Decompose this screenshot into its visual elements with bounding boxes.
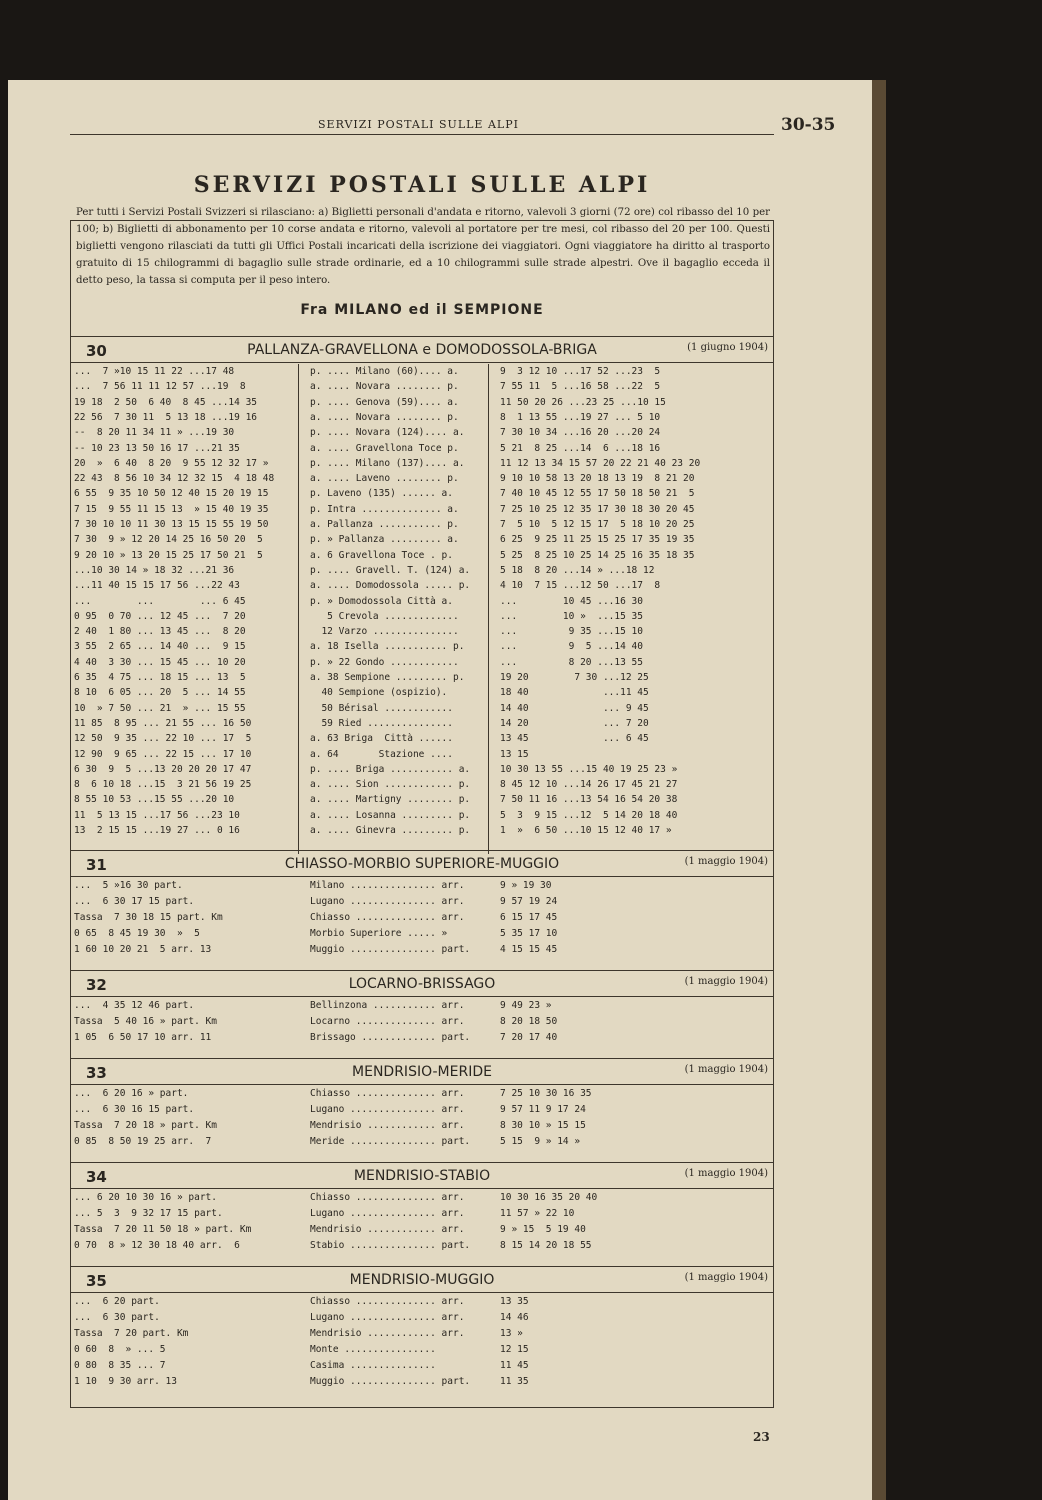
section-header [70,976,774,996]
station: Mendrisio ............ arr. [310,1224,465,1236]
times-left: 19 18 2 50 6 40 8 45 ...14 35 [74,396,258,408]
station: Mendrisio ............ arr. [310,1328,465,1340]
section-header-rule [70,1084,774,1085]
section-header [70,1168,774,1188]
times-right: 13 » [500,1328,523,1340]
timetable-row [70,670,774,685]
times-left: ...11 40 15 15 17 56 ...22 43 [74,580,240,592]
times-right: 11 50 20 26 ...23 25 ...10 15 [500,396,666,408]
timetable-row [70,878,774,893]
timetable-row [70,808,774,823]
section-number: 31 [86,856,107,875]
times-left: 12 50 9 35 ... 22 10 ... 17 5 [74,733,252,745]
station: a. 63 Briga Città ...... [310,733,453,745]
times-right: 4 10 7 15 ...12 50 ...17 8 [500,580,661,592]
times-left: 0 60 8 » ... 5 [74,1344,166,1356]
timetable-row [70,395,774,410]
times-right: 9 57 19 24 [500,896,558,908]
times-right: 9 » 19 30 [500,880,552,892]
station: Lugano ............... arr. [310,1312,465,1324]
times-left: ... 7 »10 15 11 22 ...17 48 [74,366,235,377]
times-right: 8 30 10 » 15 15 [500,1120,586,1132]
times-right: ... 8 20 ...13 55 [500,656,643,668]
timetable-row [70,548,774,563]
section-header [70,1272,774,1292]
running-head-title: SERVIZI POSTALI SULLE ALPI [318,118,519,131]
times-right: 12 15 [500,1344,529,1356]
station: Monte ................ [310,1344,436,1356]
timetable-row [70,1118,774,1133]
times-right: ... 10 45 ...16 30 [500,595,643,607]
station: p. .... Genova (59).... a. [310,396,459,408]
times-right: 14 46 [500,1312,529,1324]
times-right: 4 15 15 45 [500,944,558,956]
timetable-row [70,364,774,379]
section-divider [70,1162,774,1163]
section-number: 35 [86,1272,107,1291]
section-divider [70,1266,774,1267]
subtitle: Fra MILANO ed il SEMPIONE [300,302,544,318]
station: Casima ............... [310,1360,436,1372]
times-right: 11 12 13 34 15 57 20 22 21 40 23 20 [500,457,701,469]
main-title: SERVIZI POSTALI SULLE ALPI [193,172,651,198]
station: 5 Crevola ............. [310,610,459,622]
timetable-row [70,655,774,670]
timetable-row [70,425,774,440]
timetable-row [70,441,774,456]
times-left: 4 40 3 30 ... 15 45 ... 10 20 [74,656,246,668]
station: Morbio Superiore ..... » [310,928,448,940]
timetable-row [70,1014,774,1029]
station: p. .... Gravell. T. (124) a. [310,564,471,576]
times-right: 13 45 ... 6 45 [500,733,649,745]
station: p. .... Briga ........... a. [310,763,471,775]
station: a. .... Laveno ........ p. [310,473,459,485]
times-left: ... 6 30 16 15 part. [74,1104,195,1116]
times-right: 13 35 [500,1296,529,1308]
times-left: -- 8 20 11 34 11 » ...19 30 [74,427,235,439]
timetable-row [70,762,774,777]
timetable-row [70,563,774,578]
timetable-row [70,502,774,517]
station: Milano ............... arr. [310,880,465,892]
times-right: ... 10 » ...15 35 [500,610,643,622]
section-header-rule [70,362,774,363]
station: Bellinzona ........... arr. [310,1000,465,1012]
station: a. 18 Isella ........... p. [310,641,465,653]
station: Brissago ............. part. [310,1032,471,1044]
station: p. .... Milano (137).... a. [310,457,465,469]
times-left: 10 » 7 50 ... 21 » ... 15 55 [74,702,246,714]
timetable-row [70,1342,774,1357]
station: a. 38 Sempione ......... p. [310,672,465,683]
section-header [70,856,774,876]
times-right: 5 15 9 » 14 » [500,1136,581,1148]
station: Muggio ............... part. [310,944,471,956]
times-right: 18 40 ...11 45 [500,687,649,699]
station: p. » Pallanza ......... a. [310,534,459,546]
timetable-row [70,624,774,639]
page-content [8,80,872,1500]
station: p. » 22 Gondo ............ [310,656,459,668]
timetable-row [70,517,774,532]
station: Chiasso .............. arr. [310,1192,465,1204]
times-right: 7 55 11 5 ...16 58 ...22 5 [500,381,661,393]
timetable-row [70,471,774,486]
section-divider [70,970,774,971]
station: Lugano ............... arr. [310,1104,465,1116]
station: Stabio ............... part. [310,1240,471,1252]
station: Lugano ............... arr. [310,1208,465,1220]
times-right: 7 40 10 45 12 55 17 50 18 50 21 5 [500,488,695,500]
times-left: 8 6 10 18 ...15 3 21 56 19 25 [74,779,252,791]
section-number: 33 [86,1064,107,1083]
times-left: 0 95 0 70 ... 12 45 ... 7 20 [74,610,246,622]
times-right: 9 » 15 5 19 40 [500,1224,586,1236]
book-spine [872,80,886,1500]
times-right: 6 25 9 25 11 25 15 25 17 35 19 35 [500,534,695,546]
station: 40 Sempione (ospizio). [310,687,448,699]
station: a. .... Losanna ......... p. [310,809,471,821]
station: Lugano ............... arr. [310,896,465,908]
times-left: 12 90 9 65 ... 22 15 ... 17 10 [74,748,252,760]
station: a. 64 Stazione .... [310,748,453,760]
page-number: 23 [753,1430,770,1444]
times-left: 2 40 1 80 ... 13 45 ... 8 20 [74,626,246,638]
timetable-row [70,1030,774,1045]
timetable-row [70,1222,774,1237]
times-left: 20 » 6 40 8 20 9 55 12 32 17 » [74,457,269,469]
times-left: 1 05 6 50 17 10 arr. 11 [74,1032,212,1044]
station: p. Laveno (135) ...... a. [310,488,453,500]
times-right: 7 50 11 16 ...13 54 16 54 20 38 [500,794,678,806]
station: Meride ............... part. [310,1136,471,1148]
times-right: 8 1 13 55 ...19 27 ... 5 10 [500,411,661,423]
times-left: 0 70 8 » 12 30 18 40 arr. 6 [74,1240,240,1252]
timetable-row [70,1134,774,1149]
times-left: 0 80 8 35 ... 7 [74,1360,166,1372]
times-right: 5 3 9 15 ...12 5 14 20 18 40 [500,809,678,821]
times-left: 11 5 13 15 ...17 56 ...23 10 [74,809,240,821]
section-number: 32 [86,976,107,995]
station: 59 Ried ............... [310,717,453,729]
station: a. 6 Gravellona Toce . p. [310,549,453,561]
column-rule-left [298,364,299,854]
times-left: ... 5 3 9 32 17 15 part. [74,1208,223,1220]
station: a. .... Novara ........ p. [310,411,459,423]
section-number: 30 [86,342,107,360]
timetable-row [70,731,774,746]
station: p. .... Milano (60).... a. [310,366,459,377]
timetable-row [70,926,774,941]
times-left: 9 20 10 » 13 20 15 25 17 50 21 5 [74,549,263,561]
section-number: 34 [86,1168,107,1187]
times-left: 8 10 6 05 ... 20 5 ... 14 55 [74,687,246,699]
section-date: (1 maggio 1904) [684,856,768,868]
times-left: Tassa 7 20 part. Km [74,1328,189,1340]
intro-paragraph: Per tutti i Servizi Postali Svizzeri si rilasciano: a) Biglietti personali d'andata e ritorno, valevoli 3 giorni (72 ore) col ribasso del 10 per 100; b) Biglietti di abbonamento per 10 corse andata e ritorno, valevoli al portatore per tre mesi, col ribasso del 20 per 100. Questi biglietti vengono rilasciati da tutti gli Uffici Postali incaricati della iscrizione dei viaggiatori. Ogni viaggiatore ha diritto al trasporto gratuito di 15 chilogrammi di bagaglio sulle strade ordinarie, ed a 10 chilogrammi sulle strade alpestri. Ove il bagaglio ecceda il detto peso, la tassa si computa per il peso intero. [76,207,770,286]
section-header-rule [70,1292,774,1293]
times-left: ... 7 56 11 11 12 57 ...19 8 [74,381,246,393]
times-right: 6 15 17 45 [500,912,558,924]
section-name: MENDRISIO-MERIDE [352,1064,492,1081]
section-divider [70,850,774,851]
times-right: 9 3 12 10 ...17 52 ...23 5 [500,366,661,377]
times-right: 10 30 16 35 20 40 [500,1192,598,1204]
station: Locarno .............. arr. [310,1016,465,1028]
times-left: Tassa 7 30 18 15 part. Km [74,912,223,924]
times-left: ... 6 20 16 » part. [74,1088,189,1100]
times-left: 22 56 7 30 11 5 13 18 ...19 16 [74,411,258,423]
station: Chiasso .............. arr. [310,1296,465,1308]
times-right: 9 57 11 9 17 24 [500,1104,586,1116]
times-right: 14 20 ... 7 20 [500,717,649,729]
timetable-row [70,379,774,394]
station: p. .... Novara (124).... a. [310,427,465,439]
station: a. Pallanza ........... p. [310,519,459,530]
times-left: 8 55 10 53 ...15 55 ...20 10 [74,794,235,806]
times-right: 9 49 23 » [500,1000,552,1012]
times-right: 5 35 17 10 [500,928,558,940]
timetable-row [70,609,774,624]
times-left: Tassa 7 20 11 50 18 » part. Km [74,1224,252,1236]
timetable-row [70,1190,774,1205]
timetable-row [70,777,774,792]
timetable-row [70,942,774,957]
times-right: 7 30 10 34 ...16 20 ...20 24 [500,427,661,439]
timetable-row [70,1238,774,1253]
timetable-row [70,578,774,593]
timetable-row [70,685,774,700]
timetable-row [70,910,774,925]
timetable-row [70,1326,774,1341]
times-left: 13 2 15 15 ...19 27 ... 0 16 [74,825,240,836]
times-right: 14 40 ... 9 45 [500,702,649,714]
times-right: 7 25 10 25 12 35 17 30 18 30 20 45 [500,503,695,515]
timetable-row [70,1294,774,1309]
times-right: 8 15 14 20 18 55 [500,1240,592,1252]
times-left: Tassa 7 20 18 » part. Km [74,1120,217,1132]
times-left: 7 30 10 10 11 30 13 15 15 55 19 50 [74,519,269,530]
timetable-row [70,410,774,425]
timetable-row [70,1206,774,1221]
section-date: (1 maggio 1904) [684,1272,768,1284]
section-date: (1 maggio 1904) [684,1064,768,1076]
times-right: 7 25 10 30 16 35 [500,1088,592,1100]
times-right: ... 9 5 ...14 40 [500,641,643,653]
timetable-row [70,701,774,716]
times-left: 7 30 9 » 12 20 14 25 16 50 20 5 [74,534,263,546]
timetable-row [70,1310,774,1325]
timetable-row [70,639,774,654]
column-rule-right [488,364,489,854]
times-left: 1 10 9 30 arr. 13 [74,1376,177,1388]
top-rule [70,134,774,135]
times-left: 6 35 4 75 ... 18 15 ... 13 5 [74,672,246,683]
section-header-rule [70,876,774,877]
times-right: 1 » 6 50 ...10 15 12 40 17 » [500,825,672,836]
times-right: 5 25 8 25 10 25 14 25 16 35 18 35 [500,549,695,561]
station: Chiasso .............. arr. [310,912,465,924]
times-right: 9 10 10 58 13 20 18 13 19 8 21 20 [500,473,695,485]
times-left: Tassa 5 40 16 » part. Km [74,1016,217,1028]
section-name: LOCARNO-BRISSAGO [348,976,496,993]
times-left: ... 4 35 12 46 part. [74,1000,195,1012]
section-name: MENDRISIO-STABIO [353,1168,491,1185]
times-right: ... 9 35 ...15 10 [500,626,643,638]
station: a. .... Novara ........ p. [310,381,459,393]
timetable-row [70,1102,774,1117]
times-left: 7 15 9 55 11 15 13 » 15 40 19 35 [74,503,269,515]
section-divider [70,336,774,337]
section-name: PALLANZA-GRAVELLONA e DOMODOSSOLA-BRIGA [247,342,597,358]
times-right: 13 15 [500,748,529,760]
station: a. .... Ginevra ......... p. [310,825,471,836]
times-left: 6 30 9 5 ...13 20 20 20 17 47 [74,763,252,775]
times-right: 11 57 » 22 10 [500,1208,575,1220]
times-left: -- 10 23 13 50 16 17 ...21 35 [74,442,240,454]
section-header [70,342,774,362]
timetable-row [70,486,774,501]
times-left: 1 60 10 20 21 5 arr. 13 [74,944,212,956]
times-right: 7 5 10 5 12 15 17 5 18 10 20 25 [500,519,695,530]
times-left: 11 85 8 95 ... 21 55 ... 16 50 [74,717,252,729]
section-name: CHIASSO-MORBIO SUPERIORE-MUGGIO [284,856,560,873]
station: a. .... Martigny ........ p. [310,794,471,806]
station: Muggio ............... part. [310,1376,471,1388]
times-left: 0 85 8 50 19 25 arr. 7 [74,1136,212,1148]
station: Mendrisio ............ arr. [310,1120,465,1132]
running-head-pages: 30-35 [781,115,836,135]
section-name: MENDRISIO-MUGGIO [349,1272,495,1289]
timetable-row [70,594,774,609]
station: a. .... Domodossola ..... p. [310,580,471,592]
station: Chiasso .............. arr. [310,1088,465,1100]
timetable-row [70,823,774,838]
station: p. » Domodossola Città a. [310,595,453,607]
timetable-row [70,894,774,909]
times-right: 5 18 8 20 ...14 » ...18 12 [500,564,655,576]
times-left: ... 6 30 part. [74,1312,160,1324]
times-right: 19 20 7 30 ...12 25 [500,672,649,683]
section-header [70,1064,774,1084]
times-right: 10 30 13 55 ...15 40 19 25 23 » [500,763,678,775]
times-right: 5 21 8 25 ...14 6 ...18 16 [500,442,661,454]
station: a. .... Sion ............ p. [310,779,471,791]
times-left: ... 6 20 part. [74,1296,160,1308]
section-header-rule [70,1188,774,1189]
timetable-row [70,456,774,471]
timetable-row [70,1086,774,1101]
times-right: 7 20 17 40 [500,1032,558,1044]
times-left: ... ... ... 6 45 [74,595,246,607]
section-date: (1 maggio 1904) [684,1168,768,1180]
section-date: (1 giugno 1904) [687,342,768,353]
section-header-rule [70,996,774,997]
station: p. Intra .............. a. [310,503,459,515]
timetable-row [70,998,774,1013]
times-right: 11 45 [500,1360,529,1372]
timetable-row [70,716,774,731]
times-right: 8 20 18 50 [500,1016,558,1028]
section-date: (1 maggio 1904) [684,976,768,988]
times-left: ...10 30 14 » 18 32 ...21 36 [74,564,235,576]
timetable-row [70,532,774,547]
times-right: 8 45 12 10 ...14 26 17 45 21 27 [500,779,678,791]
section-divider [70,1058,774,1059]
times-left: ... 6 20 10 30 16 » part. [74,1192,217,1204]
station: 12 Varzo ............... [310,626,459,638]
times-left: 22 43 8 56 10 34 12 32 15 4 18 48 [74,473,275,485]
station: a. .... Gravellona Toce p. [310,442,459,454]
times-left: ... 6 30 17 15 part. [74,896,195,908]
times-left: 0 65 8 45 19 30 » 5 [74,928,200,940]
times-left: 3 55 2 65 ... 14 40 ... 9 15 [74,641,246,653]
station: 50 Bérisal ............ [310,702,453,714]
timetable-row [70,1358,774,1373]
timetable-row [70,1374,774,1389]
timetable-row [70,792,774,807]
times-right: 11 35 [500,1376,529,1388]
times-left: ... 5 »16 30 part. [74,880,183,892]
timetable-row [70,747,774,762]
times-left: 6 55 9 35 10 50 12 40 15 20 19 15 [74,488,269,500]
